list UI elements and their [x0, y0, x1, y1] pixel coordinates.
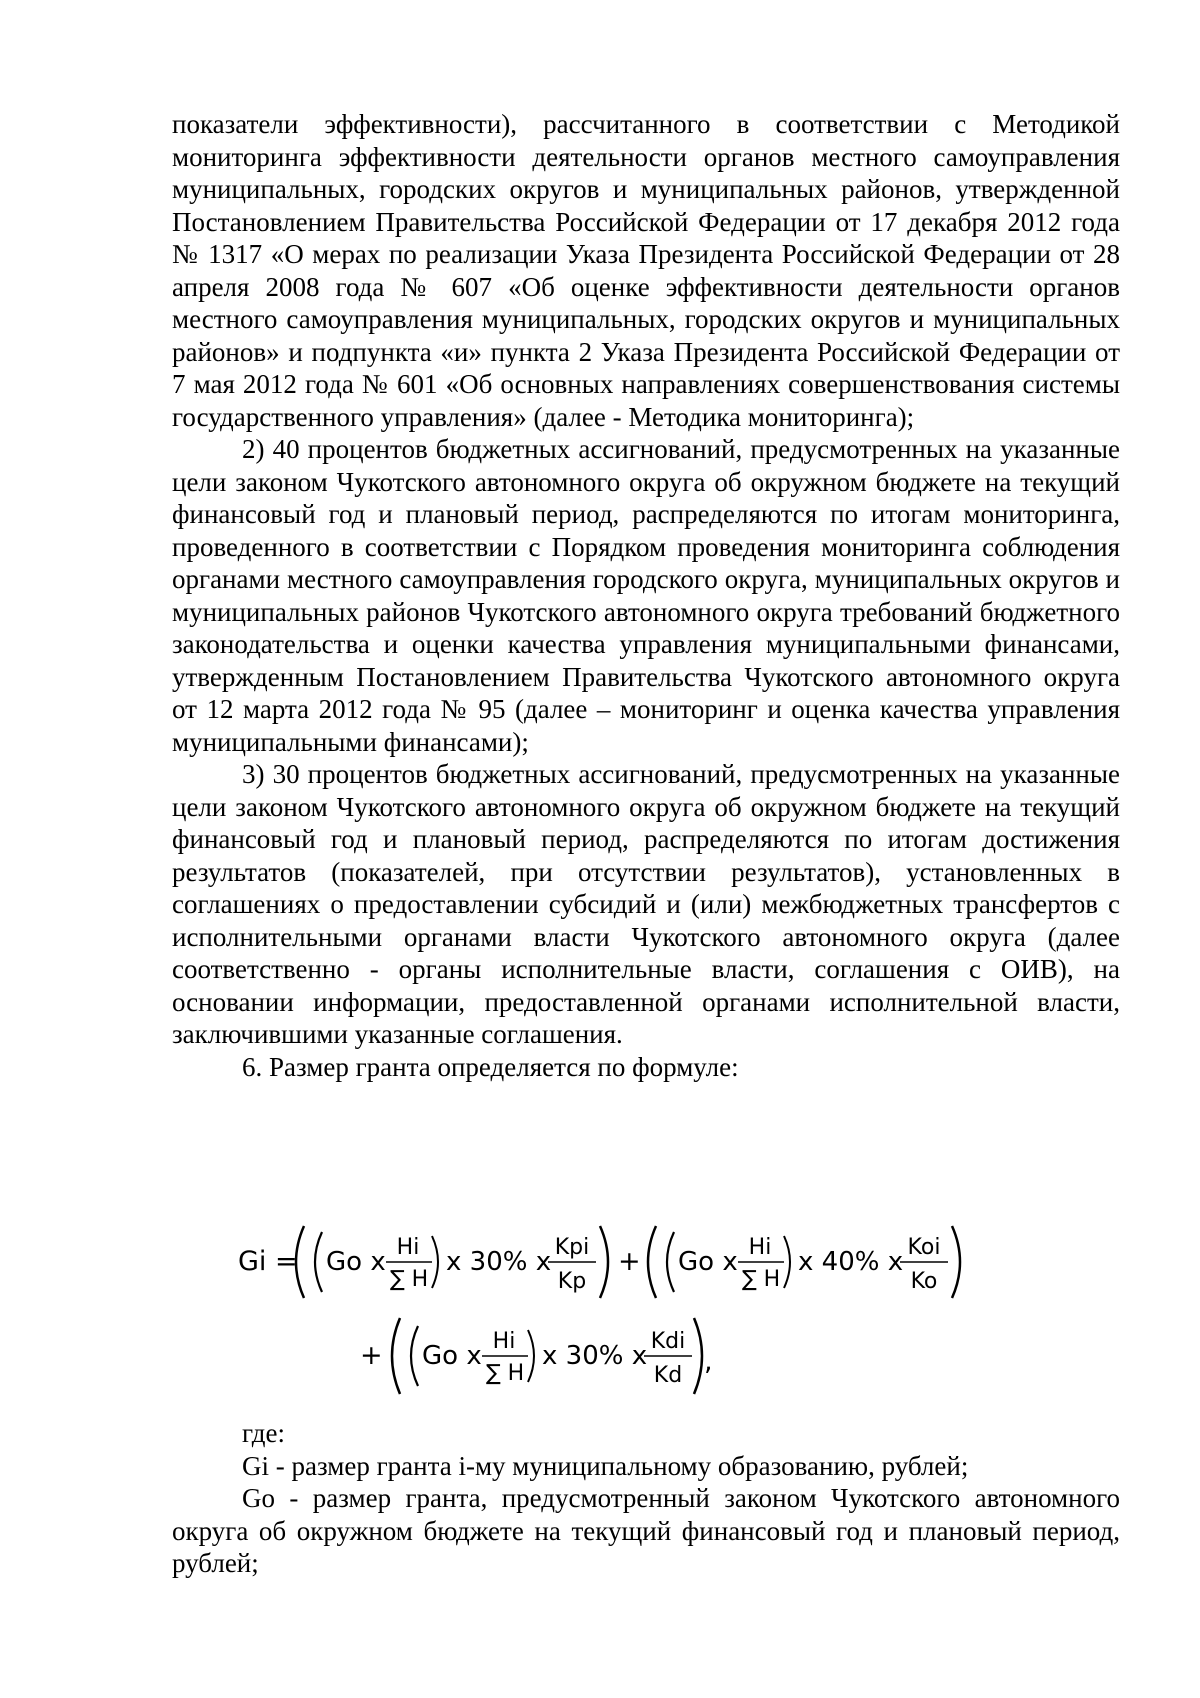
- formula-plus: +: [618, 1246, 641, 1277]
- formula-hi: Hi: [396, 1235, 420, 1260]
- formula-paren: [694, 1318, 702, 1394]
- formula-paren: [296, 1226, 304, 1298]
- formula-sum-h: ∑ H: [485, 1361, 525, 1386]
- formula-pct-40: x 40% x: [798, 1247, 904, 1277]
- definition-gi: Gi - размер гранта i-му муниципальному образованию, рублей;: [242, 1450, 969, 1481]
- formula-pct-30: x 30% x: [446, 1247, 552, 1277]
- formula-sum-h: ∑ H: [389, 1267, 429, 1292]
- definition-go: Go - размер гранта, предусмотренный законом Чукотского автономного округа об окружном бюджете на текущий финансовый год и плановый период, рублей;: [172, 1483, 1120, 1578]
- formula-paren: [784, 1236, 790, 1288]
- formula-koi: Koi: [907, 1235, 941, 1260]
- formula-paren: [648, 1226, 656, 1298]
- formula-paren: [952, 1226, 960, 1298]
- where-label: где:: [242, 1418, 285, 1448]
- formula-plus: +: [360, 1340, 383, 1371]
- formula-ko: Ko: [910, 1269, 938, 1294]
- paragraph-item-6: 6. Размер гранта определяется по формуле:: [242, 1051, 739, 1082]
- formula-paren: [528, 1330, 534, 1382]
- formula-paren: [392, 1318, 400, 1394]
- grant-formula: [238, 1218, 1038, 1418]
- formula-paren: [600, 1226, 608, 1298]
- formula-paren: [667, 1232, 674, 1292]
- paragraph-intro: показатели эффективности), рассчитанного в соответствии с Методикой мониторинга эффективности деятельности органов местного самоуправления муниципальных, городских округов и муниципальных районов, утвержденной Постановлением Правительства Российской Федерации от 17 декабря 2012 года № 1317 «О мерах по реализации Указа Президента Российской Федерации от 28 апреля 2008 года № 607 «Об оценке эффективности деятельности органов местного самоуправления муниципальных, городских округов и муниципальных районов» и подпункта «и» пункта 2 Указа Президента Российской Федерации от 7 мая 2012 года № 601 «Об основных направлениях совершенствования системы государственного управления» (далее - Методика мониторинга);: [172, 109, 1120, 432]
- formula-paren: [411, 1326, 418, 1386]
- paragraph-item-2: 2) 40 процентов бюджетных ассигнований, предусмотренных на указанные цели законом Чукотского автономного округа об окружном бюджете на текущий финансовый год и плановый период, распределяются по итогам мониторинга, проведенного в соответствии с Порядком проведения мониторинга соблюдения органами местного самоуправления городского округа, муниципальных округов и муниципальных районов Чукотского автономного округа требований бюджетного законодательства и оценки качества управления муниципальными финансами, утвержденным Постановлением Правительства Чукотского автономного округа от 12 марта 2012 года № 95 (далее – мониторинг и оценка качества управления муниципальными финансами);: [172, 434, 1120, 757]
- formula-kpi: Kpi: [554, 1235, 590, 1260]
- formula-paren: [315, 1232, 322, 1292]
- formula-kp: Kp: [557, 1269, 587, 1294]
- definitions: [172, 1417, 1120, 1580]
- formula-kdi: Kdi: [650, 1329, 686, 1354]
- formula-hi: Hi: [492, 1329, 516, 1354]
- formula-lhs: Gi =: [238, 1246, 298, 1277]
- formula-paren: [432, 1236, 438, 1288]
- formula-kd: Kd: [653, 1363, 683, 1388]
- formula-comma: ,: [704, 1346, 713, 1377]
- formula-pct-30: x 30% x: [542, 1341, 648, 1371]
- formula-go: Go x: [326, 1247, 386, 1277]
- formula-go: Go x: [678, 1247, 738, 1277]
- formula-sum-h: ∑ H: [741, 1267, 781, 1292]
- document-body: [172, 108, 1120, 1083]
- paragraph-item-3: 3) 30 процентов бюджетных ассигнований, предусмотренных на указанные цели законом Чукотского автономного округа об окружном бюджете на текущий финансовый год и плановый период, распределяются по итогам достижения результатов (показателей, при отсутствии результатов), установленных в соглашениях о предоставлении субсидий и (или) межбюджетных трансфертов с исполнительными органами власти Чукотского автономного округа (далее соответственно - органы исполнительные власти, соглашения с ОИВ), на основании информации, предоставленной органами исполнительной власти, заключившими указанные соглашения.: [172, 759, 1120, 1049]
- formula-hi: Hi: [748, 1235, 772, 1260]
- formula-go: Go x: [422, 1341, 482, 1371]
